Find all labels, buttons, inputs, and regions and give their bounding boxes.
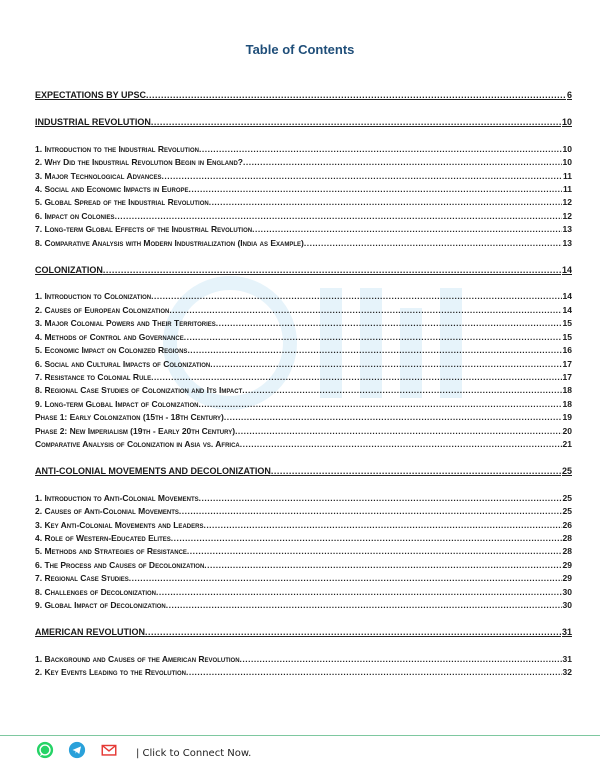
page-number: 21 [562,438,572,449]
dot-leader [199,492,562,505]
dot-leader [151,116,561,129]
toc-section-heading[interactable] [35,626,572,639]
entry-label: 1. Background and Causes of the American Revolution [35,653,240,664]
page-number: 25 [562,492,572,503]
dot-leader [179,505,562,518]
dot-leader [189,183,562,196]
entry-label: 2. Causes of European Colonization [35,304,170,315]
dot-leader [115,210,562,223]
page-number: 13 [562,237,572,248]
toc-entry[interactable] [35,438,572,451]
entry-label: 3. Major Colonial Powers and Their Territories [35,318,216,329]
page-number: 11 [563,184,572,195]
page-title: Table of Contents [245,42,355,57]
page-number: 25 [561,465,572,476]
dot-leader [129,572,562,585]
dot-leader [171,532,562,545]
page-number: 31 [561,626,572,637]
connect-link[interactable]: | Click to Connect Now. [136,748,252,759]
spacer [35,277,572,291]
toc-entry[interactable] [35,572,572,585]
page-number: 29 [562,573,572,584]
toc-section-heading[interactable] [35,89,572,102]
toc-entry[interactable] [35,304,572,317]
entry-label: 6. Impact on Colonies [35,210,115,221]
entry-label: 8. Regional Case Studies of Colonization and Its Impact [35,385,243,396]
entry-label: 2. Key Events Leading to the Revolution [35,667,186,678]
toc-entry[interactable] [35,653,572,666]
dot-leader [203,519,561,532]
page-number: 17 [562,371,572,382]
dot-leader [162,170,563,183]
dot-leader [304,237,562,250]
toc-entry[interactable] [35,237,572,250]
page-number: 18 [562,385,572,396]
section-heading-label: INDUSTRIAL REVOLUTION [35,116,151,127]
page-number: 16 [562,345,572,356]
entry-label: 1. Introduction to Colonization [35,291,152,302]
toc-entry[interactable] [35,545,572,558]
toc-entry[interactable] [35,170,572,183]
entry-label: 6. The Process and Causes of Decolonization [35,559,205,570]
page-number: 30 [562,586,572,597]
dot-leader [187,344,561,357]
toc-entry[interactable] [35,290,572,303]
dot-leader [240,438,562,451]
entry-label: 6. Social and Cultural Impacts of Colonization [35,358,211,369]
entry-label: Phase 2: New Imperialism (19th - Early 20th Century) [35,425,236,436]
entry-label: 7. Long-term Global Effects of the Industrial Revolution [35,224,253,235]
entry-label: 1. Introduction to the Industrial Revolution [35,143,199,154]
dot-leader [252,223,561,236]
spacer [35,250,572,264]
page-number: 14 [562,304,572,315]
page-number: 28 [562,532,572,543]
dot-leader [103,264,561,277]
spacer [35,639,572,653]
toc-entry[interactable] [35,599,572,612]
toc-entry[interactable] [35,532,572,545]
whatsapp-icon[interactable] [36,741,54,759]
toc-entry[interactable] [35,371,572,384]
toc-entry[interactable] [35,586,572,599]
entry-label: 7. Regional Case Studies [35,573,129,584]
entry-label: 3. Major Technological Advances [35,170,162,181]
page-number: 28 [562,546,572,557]
toc-entry[interactable] [35,505,572,518]
section-heading-label: EXPECTATIONS BY UPSC [35,90,147,100]
telegram-icon[interactable] [68,741,86,759]
dot-leader [204,559,561,572]
entry-label: 7. Resistance to Colonial Rule [35,371,152,382]
page-number: 29 [562,559,572,570]
dot-leader [145,626,561,639]
toc-section-heading[interactable] [35,465,572,478]
dot-leader [242,384,561,397]
entry-label: 9. Long-term Global Impact of Colonization [35,398,199,409]
dot-leader [199,143,562,156]
section-heading-label: COLONIZATION [35,264,103,275]
dot-leader [169,304,561,317]
dot-leader [146,89,566,102]
dot-leader [240,653,562,666]
spacer [35,612,572,626]
page-number: 14 [561,264,572,275]
entry-label: 1. Introduction to Anti-Colonial Movements [35,492,199,503]
toc-section-heading[interactable] [35,116,572,129]
spacer [35,451,572,465]
entry-label: 4. Role of Western-Educated Elites [35,532,171,543]
dot-leader [151,290,561,303]
toc-entry[interactable] [35,183,572,196]
page-number: 26 [562,519,572,530]
page-number: 10 [562,157,572,168]
entry-label: 4. Social and Economic Impacts in Europe [35,184,189,195]
dot-leader [166,599,562,612]
page-number: 6 [566,90,572,100]
page-number: 17 [562,358,572,369]
dot-leader [187,545,562,558]
dot-leader [156,586,562,599]
page-number: 10 [561,116,572,127]
dot-leader [198,398,561,411]
page-number: 20 [562,425,572,436]
entry-label: 8. Comparative Analysis with Modern Industrialization (India as Example) [35,237,304,248]
dot-leader [216,317,562,330]
toc-entry[interactable] [35,331,572,344]
entry-label: 2. Why Did the Industrial Revolution Begin in England? [35,157,243,168]
page-number: 11 [563,170,572,181]
dot-leader [224,411,562,424]
toc-section-heading[interactable] [35,264,572,277]
page-number: 32 [562,667,572,678]
page-number: 14 [562,291,572,302]
dot-leader [186,666,562,679]
section-heading-label: ANTI-COLONIAL MOVEMENTS AND DECOLONIZATION [35,465,271,476]
toc-entry[interactable] [35,358,572,371]
dot-leader [271,465,561,478]
dot-leader [235,425,561,438]
toc-entry[interactable] [35,317,572,330]
toc-entry[interactable] [35,398,572,411]
toc-entry[interactable] [35,492,572,505]
toc-entry[interactable] [35,559,572,572]
toc-entry[interactable] [35,425,572,438]
footer-divider [0,735,600,736]
spacer [35,478,572,492]
page-number: 10 [562,143,572,154]
page-number: 15 [562,331,572,342]
page-number: 12 [562,210,572,221]
page-number: 18 [562,398,572,409]
dot-leader [184,331,562,344]
toc-entry[interactable] [35,196,572,209]
toc-entry[interactable] [35,344,572,357]
entry-label: 5. Global Spread of the Industrial Revolution [35,197,209,208]
toc-entry[interactable] [35,210,572,223]
dot-leader [210,358,561,371]
spacer [35,129,572,143]
entry-label: 5. Methods and Strategies of Resistance [35,546,187,557]
entry-label: Phase 1: Early Colonization (15th - 18th Century) [35,412,224,423]
dot-leader [151,371,561,384]
page-number: 25 [562,506,572,517]
toc-entry[interactable] [35,156,572,169]
toc-entry[interactable] [35,143,572,156]
entry-label: 2. Causes of Anti-Colonial Movements [35,506,179,517]
page-number: 15 [562,318,572,329]
spacer [35,102,572,116]
toc-entry[interactable] [35,666,572,679]
toc-entry[interactable] [35,223,572,236]
social-links [36,741,132,759]
entry-label: 8. Challenges of Decolonization [35,586,157,597]
page-number: 13 [562,224,572,235]
page-number: 31 [562,653,572,664]
page-number: 30 [562,600,572,610]
entry-label: Comparative Analysis of Colonization in Asia vs. Africa [35,438,240,449]
dot-leader [209,196,562,209]
entry-label: 4. Methods of Control and Governance [35,331,184,342]
page-number: 12 [562,197,572,208]
table-of-contents [35,89,572,680]
entry-label: 9. Global Impact of Decolonization [35,600,166,610]
entry-label: 3. Key Anti-Colonial Movements and Leaders [35,519,204,530]
entry-label: 5. Economic Impact on Colonized Regions [35,345,188,356]
email-icon[interactable] [100,741,118,759]
section-heading-label: AMERICAN REVOLUTION [35,626,145,637]
page-number: 19 [562,412,572,423]
dot-leader [243,156,562,169]
toc-entry[interactable] [35,411,572,424]
toc-entry[interactable] [35,384,572,397]
toc-entry[interactable] [35,519,572,532]
